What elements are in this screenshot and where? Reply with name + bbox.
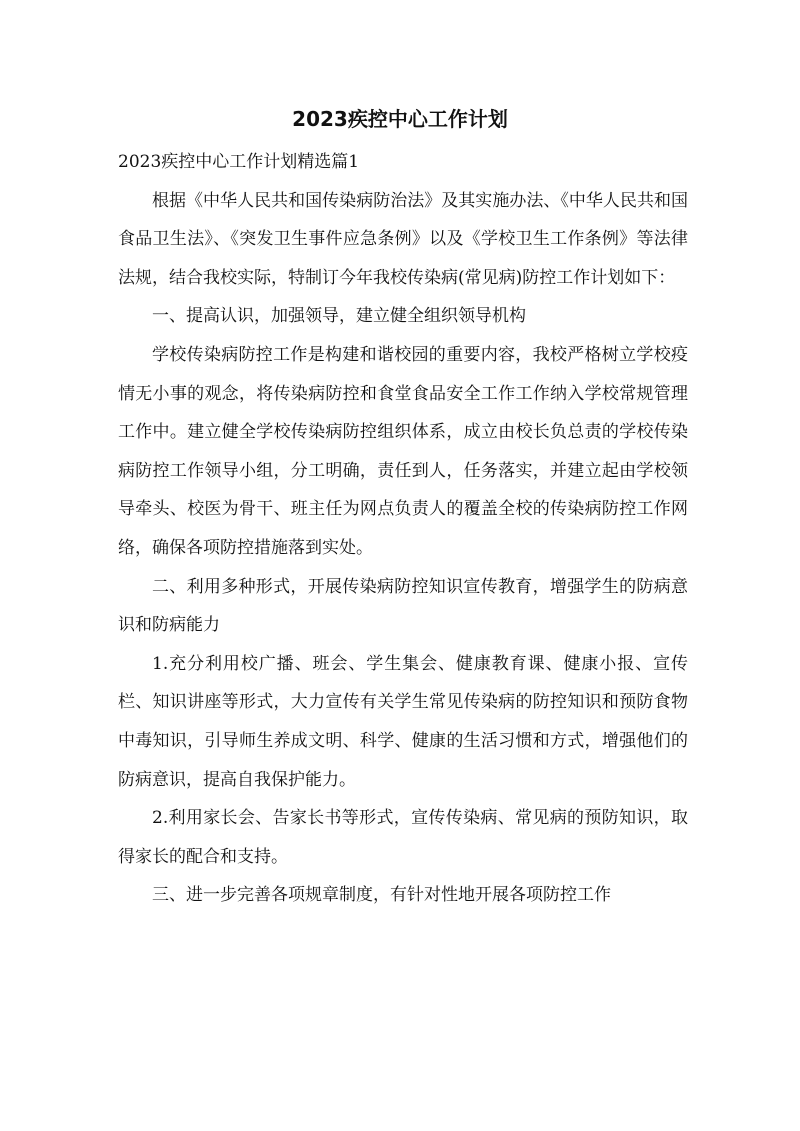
paragraph-intro: 根据《中华人民共和国传染病防治法》及其实施办法、《中华人民共和国食品卫生法》、《突发卫生事件应急条例》以及《学校卫生工作条例》等法律法规，结合我校实际，特制订今年我校传染病(常见病)防控工作计划如下： (118, 190, 688, 288)
paragraph-item-2: 2.利用家长会、告家长书等形式，宣传传染病、常见病的预防知识，取得家长的配合和支持。 (118, 808, 688, 867)
section-heading-2: 二、利用多种形式，开展传染病防控知识宣传教育，增强学生的防病意识和防病能力 (118, 576, 688, 636)
document-body (118, 143, 688, 915)
paragraph-item-1: 1.充分利用校广播、班会、学生集会、健康教育课、健康小报、宣传栏、知识讲座等形式，大力宣传有关学生常见传染病的防控知识和预防食物中毒知识，引导师生养成文明、科学、健康的生活习惯和方式，增强他们的防病意识，提高自我保护能力。 (118, 653, 688, 790)
document-title: 2023疾控中心工作计划 (292, 107, 508, 131)
document-subtitle: 2023疾控中心工作计划精选篇1 (118, 152, 360, 172)
section-heading-1: 一、提高认识，加强领导，建立健全组织领导机构 (152, 306, 526, 327)
paragraph-section-1: 学校传染病防控工作是构建和谐校园的重要内容，我校严格树立学校疫情无小事的观念，将传染病防控和食堂食品安全工作工作纳入学校常规管理工作中。建立健全学校传染病防控组织体系，成立由校长负总责的学校传染病防控工作领导小组，分工明确，责任到人，任务落实，并建立起由学校领导牵头、校医为骨干、班主任为网点负责人的覆盖全校的传染病防控工作网络，确保各项防控措施落到实处。 (118, 344, 688, 558)
section-heading-3: 三、进一步完善各项规章制度，有针对性地开展各项防控工作 (152, 885, 611, 906)
